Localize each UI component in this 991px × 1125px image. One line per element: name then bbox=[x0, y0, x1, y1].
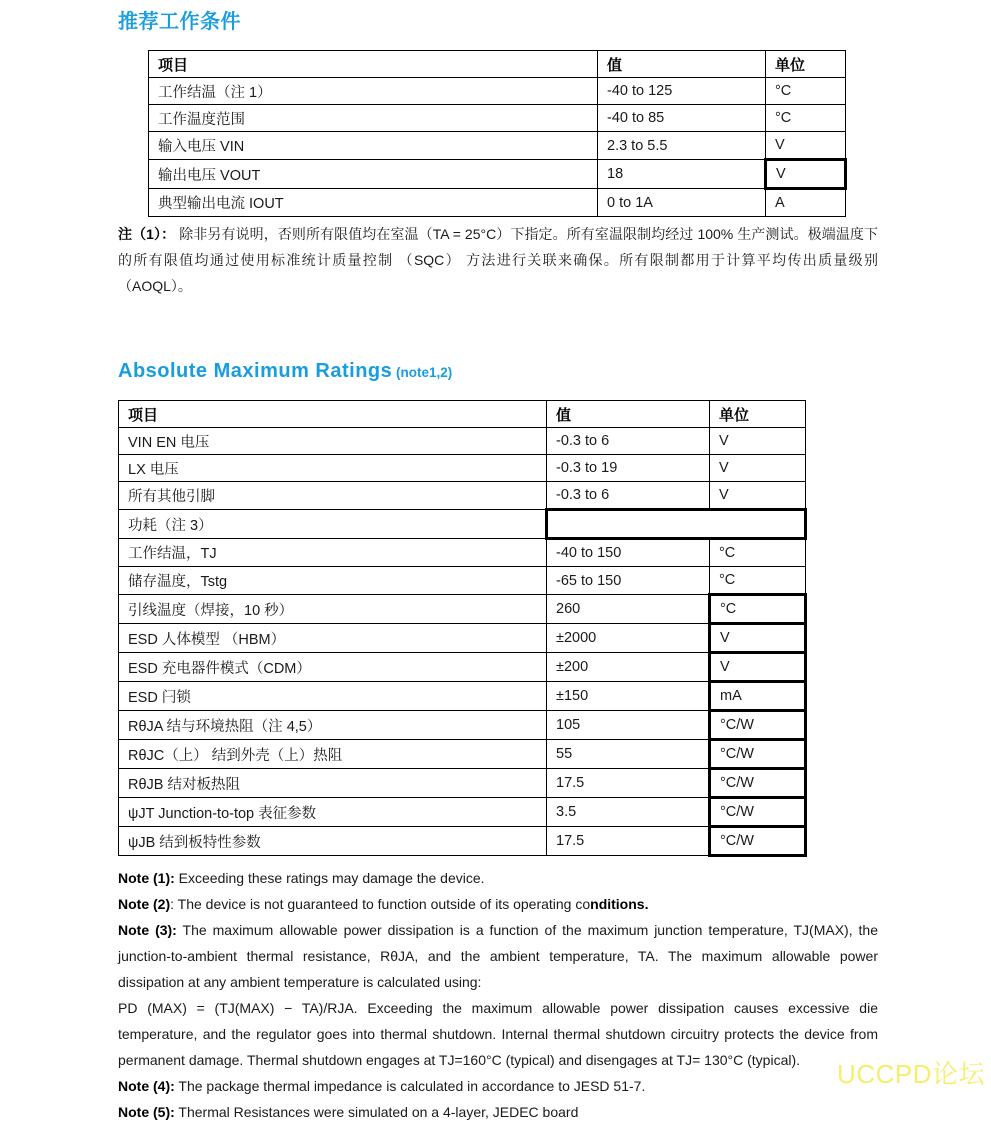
value-cell: -40 to 150 bbox=[547, 539, 710, 567]
table-row bbox=[119, 827, 806, 856]
merged-value-unit-cell bbox=[547, 510, 806, 539]
column-header: 单位 bbox=[766, 51, 846, 78]
item-cell: RθJA 结与环境热阻（注 4,5） bbox=[119, 711, 547, 740]
value-cell: -0.3 to 6 bbox=[547, 482, 710, 510]
unit-cell: °C/W bbox=[710, 827, 806, 856]
table-row bbox=[119, 740, 806, 769]
unit-cell: A bbox=[766, 189, 846, 217]
item-cell: RθJB 结对板热阻 bbox=[119, 769, 547, 798]
unit-cell: V bbox=[766, 132, 846, 160]
unit-cell: V bbox=[710, 428, 806, 455]
column-header: 单位 bbox=[710, 401, 806, 428]
note-segment: Exceeding these ratings may damage the device. bbox=[174, 870, 485, 886]
note-segment: Note (2) bbox=[118, 896, 171, 912]
unit-cell: °C bbox=[710, 595, 806, 624]
section1-title: 推荐工作条件 bbox=[118, 11, 241, 33]
value-cell: 105 bbox=[547, 711, 710, 740]
note-segment: The maximum allowable power dissipation is a function of the maximum junction temperature, TJ(MAX), the junction-to-ambient thermal resistance, RθJA, and the ambient temperature, TA. The maximum allowable power dissipation at any ambient temperature is calculated using: bbox=[118, 922, 878, 990]
unit-cell: V bbox=[710, 482, 806, 510]
table-row bbox=[119, 624, 806, 653]
note-segment: 除非另有说明，否则所有限值均在室温（TA = 25°C）下指定。所有室温限制均经过 100% 生产测试。极端温度下的所有限值均通过使用标准统计质量控制 （SQC） 方法进行关联来确保。所有限制都用于计算平均传出质量级别 （AOQL）。 bbox=[118, 226, 878, 294]
value-cell: ±200 bbox=[547, 653, 710, 682]
section2-title-suffix: (note1,2) bbox=[392, 365, 453, 380]
absolute-maximum-ratings-table bbox=[118, 400, 807, 857]
item-cell: RθJC（上） 结到外壳（上）热阻 bbox=[119, 740, 547, 769]
note-segment: : The device is not guaranteed to function outside of its operating co bbox=[170, 896, 591, 912]
note-paragraph bbox=[118, 865, 878, 891]
section2-title bbox=[118, 359, 878, 385]
note-segment: 注（1）： bbox=[118, 226, 176, 242]
item-cell: ESD 充电器件模式（CDM） bbox=[119, 653, 547, 682]
value-cell: 55 bbox=[547, 740, 710, 769]
item-cell: 输出电压 VOUT bbox=[149, 160, 598, 189]
value-cell: -40 to 125 bbox=[598, 78, 766, 105]
value-cell: 17.5 bbox=[547, 827, 710, 856]
value-cell: ±150 bbox=[547, 682, 710, 711]
table-header-row bbox=[149, 51, 846, 78]
note-segment: Note (3): bbox=[118, 922, 177, 938]
table-row bbox=[119, 510, 806, 539]
table-row bbox=[149, 132, 846, 160]
table-row bbox=[119, 428, 806, 455]
item-cell: 储存温度，Tstg bbox=[119, 567, 547, 595]
note-paragraph bbox=[118, 1099, 878, 1125]
value-cell: -0.3 to 6 bbox=[547, 428, 710, 455]
note-segment: The package thermal impedance is calculated in accordance to JESD 51-7. bbox=[174, 1078, 646, 1094]
table-row bbox=[119, 711, 806, 740]
item-cell: 工作结温，TJ bbox=[119, 539, 547, 567]
unit-cell: °C/W bbox=[710, 769, 806, 798]
table-row bbox=[119, 539, 806, 567]
value-cell: 0 to 1A bbox=[598, 189, 766, 217]
unit-cell: °C bbox=[710, 539, 806, 567]
unit-cell: V bbox=[710, 653, 806, 682]
value-cell: -40 to 85 bbox=[598, 105, 766, 132]
item-cell: 典型输出电流 IOUT bbox=[149, 189, 598, 217]
unit-cell: V bbox=[710, 455, 806, 482]
unit-cell: °C bbox=[766, 78, 846, 105]
unit-cell: °C/W bbox=[710, 798, 806, 827]
table-row bbox=[119, 769, 806, 798]
table-header-row bbox=[119, 401, 806, 428]
table-row bbox=[149, 189, 846, 217]
unit-cell: V bbox=[710, 624, 806, 653]
item-cell: 引线温度（焊接，10 秒） bbox=[119, 595, 547, 624]
unit-cell: mA bbox=[710, 682, 806, 711]
note-segment: PD (MAX) = (TJ(MAX) − TA)/RJA. Exceeding the maximum allowable power dissipation causes excessive die temperature, and the regulator goes into thermal shutdown. Internal thermal shutdown circuitry protects the device from permanent damage. Thermal shutdown engages at TJ=160°C (typical) and disengages at TJ= 130°C (typical). bbox=[118, 1000, 878, 1068]
unit-cell: °C/W bbox=[710, 740, 806, 769]
table-row bbox=[149, 78, 846, 105]
table-row bbox=[119, 482, 806, 510]
table-row bbox=[119, 455, 806, 482]
value-cell: -0.3 to 19 bbox=[547, 455, 710, 482]
value-cell: 17.5 bbox=[547, 769, 710, 798]
note-segment: nditions. bbox=[590, 896, 649, 912]
table-row bbox=[119, 653, 806, 682]
table-row bbox=[119, 595, 806, 624]
item-cell: 所有其他引脚 bbox=[119, 482, 547, 510]
item-cell: ψJB 结到板特性参数 bbox=[119, 827, 547, 856]
section2-title-main: Absolute Maximum Ratings bbox=[118, 360, 393, 382]
column-header: 值 bbox=[547, 401, 710, 428]
section1-note bbox=[118, 221, 878, 299]
note-segment: Note (5): bbox=[118, 1104, 175, 1120]
table-row bbox=[119, 567, 806, 595]
column-header: 项目 bbox=[149, 51, 598, 78]
note-segment: Note (1): bbox=[118, 870, 175, 886]
table-row bbox=[119, 798, 806, 827]
item-cell: 功耗（注 3） bbox=[119, 510, 547, 539]
value-cell: -65 to 150 bbox=[547, 567, 710, 595]
note-paragraph bbox=[118, 891, 878, 917]
item-cell: ESD 闩锁 bbox=[119, 682, 547, 711]
unit-cell: °C bbox=[710, 567, 806, 595]
value-cell: 260 bbox=[547, 595, 710, 624]
item-cell: 工作结温（注 1） bbox=[149, 78, 598, 105]
unit-cell: °C bbox=[766, 105, 846, 132]
table-row bbox=[149, 160, 846, 189]
value-cell: 18 bbox=[598, 160, 766, 189]
note-paragraph bbox=[118, 1073, 878, 1099]
value-cell: 2.3 to 5.5 bbox=[598, 132, 766, 160]
table-row bbox=[119, 682, 806, 711]
value-cell: ±2000 bbox=[547, 624, 710, 653]
recommended-operating-conditions-table bbox=[148, 50, 847, 217]
item-cell: 输入电压 VIN bbox=[149, 132, 598, 160]
unit-cell: V bbox=[766, 160, 846, 189]
table-row bbox=[149, 105, 846, 132]
item-cell: VIN EN 电压 bbox=[119, 428, 547, 455]
value-cell: 3.5 bbox=[547, 798, 710, 827]
item-cell: 工作温度范围 bbox=[149, 105, 598, 132]
item-cell: LX 电压 bbox=[119, 455, 547, 482]
note-paragraph bbox=[118, 221, 878, 299]
column-header: 值 bbox=[598, 51, 766, 78]
note-paragraph bbox=[118, 995, 878, 1073]
note-segment: Thermal Resistances were simulated on a 4-layer, JEDEC board bbox=[174, 1104, 579, 1120]
note-segment: Note (4): bbox=[118, 1078, 175, 1094]
column-header: 项目 bbox=[119, 401, 547, 428]
item-cell: ESD 人体模型 （HBM） bbox=[119, 624, 547, 653]
watermark: UCCPD论坛 bbox=[837, 1059, 985, 1089]
item-cell: ψJT Junction-to-top 表征参数 bbox=[119, 798, 547, 827]
note-paragraph bbox=[118, 917, 878, 995]
section2-notes bbox=[118, 865, 878, 1125]
unit-cell: °C/W bbox=[710, 711, 806, 740]
